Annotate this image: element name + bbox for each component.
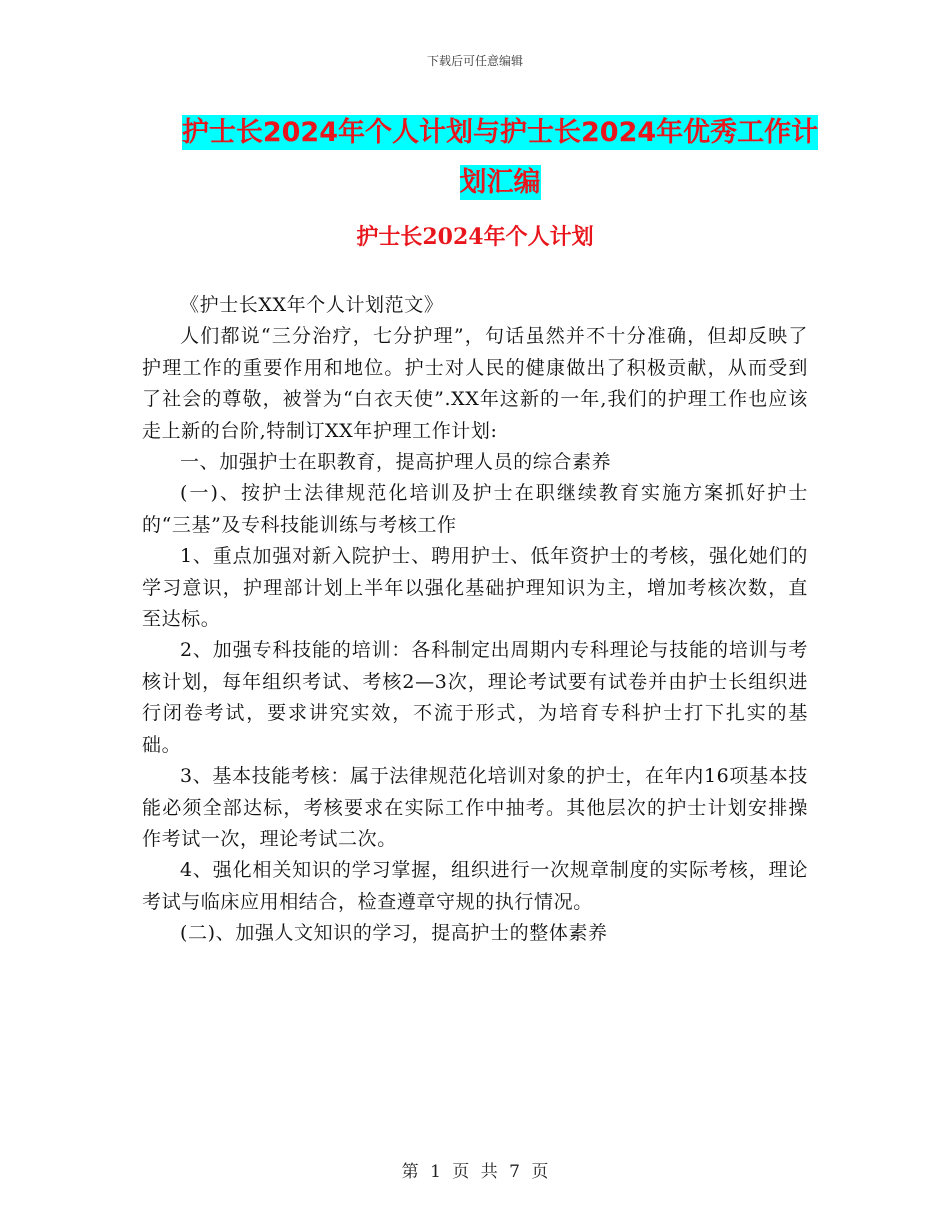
document-title-line-2: 划汇编: [459, 167, 541, 198]
document-body: [142, 290, 808, 950]
paragraph: 1、重点加强对新入院护士、聘用护士、低年资护士的考核，强化她们的学习意识，护理部计划上半年以强化基础护理知识为主，增加考核次数，直至达标。: [142, 545, 808, 631]
paragraph: (一)、按护士法律规范化培训及护士在职继续教育实施方案抓好护士的“三基”及专科技能训练与考核工作: [142, 482, 808, 536]
paragraph: 4、强化相关知识的学习掌握，组织进行一次规章制度的实际考核，理论考试与临床应用相结合，检查遵章守规的执行情况。: [142, 859, 808, 913]
paragraph: 2、加强专科技能的培训：各科制定出周期内专科理论与技能的培训与考核计划，每年组织考试、考核2—3次，理论考试要有试卷并由护士长组织进行闭卷考试，要求讲究实效，不流于形式，为培育专科护士打下扎实的基础。: [142, 639, 808, 756]
paragraph: (二)、加强人文知识的学习，提高护士的整体素养: [180, 922, 608, 945]
page-header-note: 下载后可任意编辑: [426, 54, 523, 68]
document-title: [150, 108, 850, 208]
page-number: 第 1 页 共 7 页: [401, 1162, 549, 1182]
document-title-line-1: 护士长2024年个人计划与护士长2024年优秀工作计: [181, 117, 819, 148]
paragraph: 《护士长XX年个人计划范文》: [180, 294, 444, 316]
paragraph: 人们都说“三分治疗，七分护理”，句话虽然并不十分准确，但却反映了护理工作的重要作用和地位。护士对人民的健康做出了积极贡献，从而受到了社会的尊敬，被誉为“白衣天使”.XX年这新的一年,我们的护理工作也应该走上新的台阶,特制订XX年护理工作计划:: [142, 325, 808, 442]
section-title: 护士长2024年个人计划: [356, 224, 594, 250]
paragraph: 一、加强护士在职教育，提高护理人员的综合素养: [180, 451, 612, 474]
paragraph: 3、基本技能考核：属于法律规范化培训对象的护士，在年内16项基本技能必须全部达标，考核要求在实际工作中抽考。其他层次的护士计划安排操作考试一次，理论考试二次。: [142, 765, 808, 850]
